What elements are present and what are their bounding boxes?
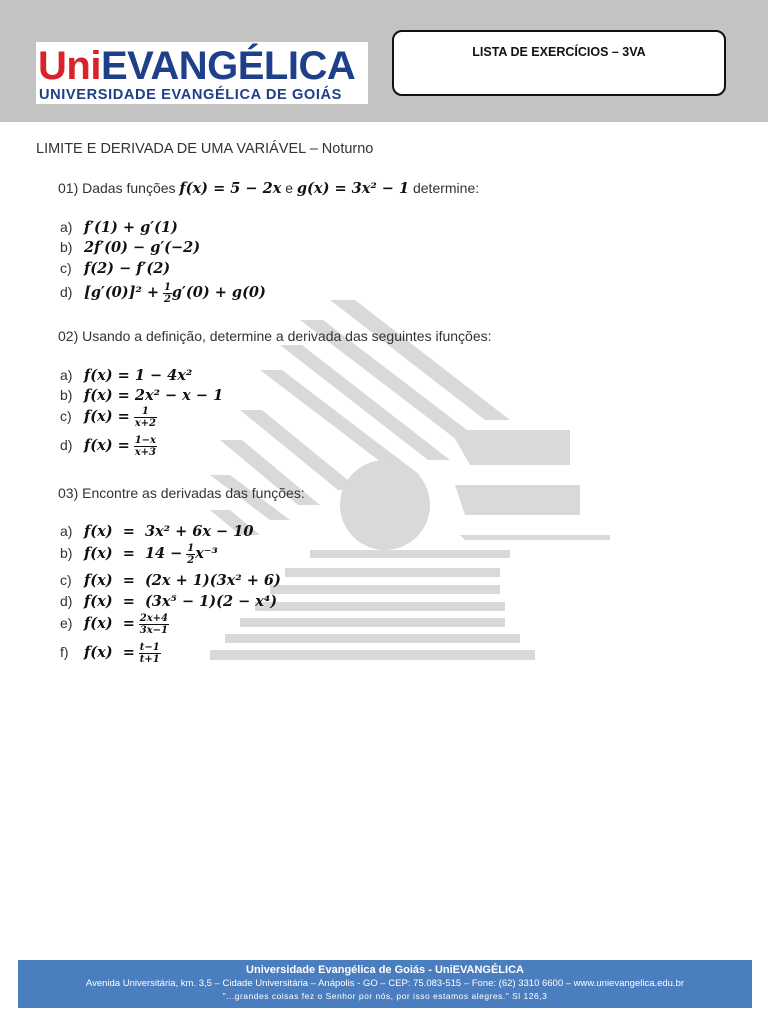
- question-1-item-a: a) f′(1) + g′(1): [60, 219, 178, 236]
- question-2-statement: 02) Usando a definição, determine a derivada das seguintes ifunções:: [58, 328, 492, 344]
- question-2-item-d: d) f(x) = $\frac{1-x}{x+3}$: [60, 435, 157, 458]
- logo-subtitle: UNIVERSIDADE EVANGÉLICA DE GOIÁS: [39, 87, 343, 103]
- footer-motto: "...grandes coisas fez o Senhor por nós, por isso estamos alegres." Sl 126,3: [222, 991, 548, 1001]
- footer-institution: Universidade Evangélica de Goiás - UniEVANGÉLICA: [246, 964, 524, 976]
- question-3-item-a: a) f(x) = 3x² + 6x − 10: [60, 523, 254, 540]
- fraction: $\frac{t-1}{t+1}$: [139, 642, 160, 665]
- question-2-item-b: b) f(x) = 2x² − x − 1: [60, 387, 224, 404]
- fraction: $\frac{1-x}{x+3}$: [134, 435, 157, 458]
- footer-address: Avenida Universitária, km. 3,5 – Cidade Universitária – Anápolis - GO – CEP: 75.083-515 – Fone: (62) 3310 6600 – www.unievangelica.edu.br: [85, 978, 685, 989]
- question-3-item-b: b) f(x) = 14 − $\frac{1}{2}$ x⁻³: [60, 543, 218, 566]
- document-title: LISTA DE EXERCÍCIOS – 3VA: [472, 45, 646, 59]
- fraction: $\frac{1}{2}$: [163, 282, 171, 305]
- logo-wordmark: UniEVANGÉLICA: [38, 44, 356, 88]
- question-1-item-b: b) 2f′(0) − g′(−2): [60, 239, 201, 256]
- question-2-item-a: a) f(x) = 1 − 4x²: [60, 367, 193, 384]
- fraction: $\frac{1}{x+2}$: [134, 406, 157, 429]
- fraction: $\frac{2x+4}{3x-1}$: [139, 613, 169, 636]
- question-2-item-c: c) f(x) = $\frac{1}{x+2}$: [60, 406, 157, 429]
- question-3-item-d: d) f(x) = (3x⁵ − 1)(2 − x⁴): [60, 593, 278, 610]
- question-3-statement: 03) Encontre as derivadas das funções:: [58, 485, 305, 501]
- fraction: $\frac{1}{2}$: [187, 543, 195, 566]
- question-3-item-c: c) f(x) = (2x + 1)(3x² + 6): [60, 572, 281, 589]
- course-title: LIMITE E DERIVADA DE UMA VARIÁVEL – Noturno: [36, 141, 374, 157]
- question-1-item-d: d) [g′(0)]² + $\frac{1}{2}$ g′(0) + g(0): [60, 282, 266, 305]
- question-1-item-c: c) f(2) − f′(2): [60, 260, 171, 277]
- question-1-statement: 01) Dadas funções f(x) = 5 − 2x e g(x) = 3x² − 1 determine:: [58, 180, 480, 197]
- question-3-item-e: e) f(x) = $\frac{2x+4}{3x-1}$: [60, 613, 169, 636]
- question-3-item-f: f) f(x) = $\frac{t-1}{t+1}$: [60, 642, 160, 665]
- page-footer: [18, 960, 752, 1008]
